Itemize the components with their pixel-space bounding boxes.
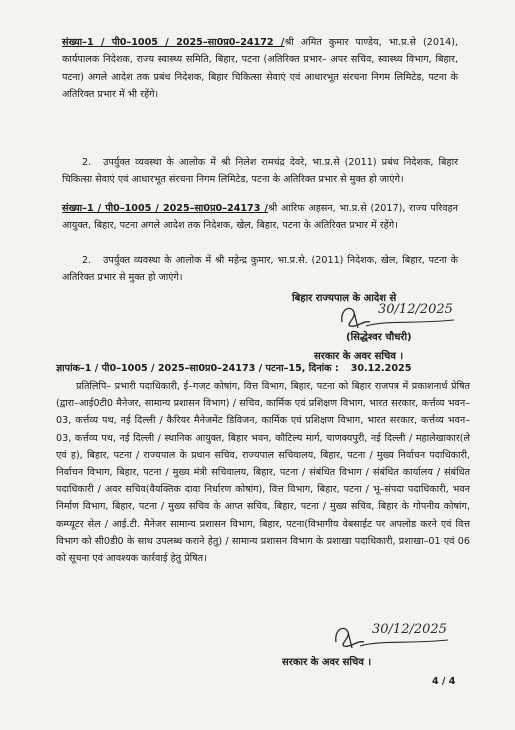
order-2-reference: संख्या–1 / पी0–1005 / 2025–सा0प्र0–24173 / (62, 203, 268, 214)
order-2-text: श्री आरिफ अहसन, भा.प्र.से (2017), राज्य परिवहन आयुक्त, बिहार, पटना अगले आदेश तक निदेशक, खेल, बिहार, पटना के अतिरिक्त प्रभार में रहेंगे। (62, 203, 459, 232)
signature-2-date: 30/12/2025 (372, 622, 447, 637)
order-1-para-2-text: उपर्युक्त व्यवस्था के आलोक में श्री निलेश रामचंद्र देवरे, भा.प्र.से (2011) प्रबंध निदेशक, बिहार चिकित्सा सेवाएं एवं आधारभूत संरचना निगम लिमिटेड, पटना के अतिरिक्त प्रभार से मुक्त हो जाएंगे। (62, 157, 458, 186)
order-2-paragraph-1 (62, 200, 458, 235)
order-1-reference: संख्या–1 / पी0–1005 / 2025–सा0प्र0–24172 / (62, 37, 285, 48)
order-1-paragraph-1 (62, 34, 458, 104)
order-1-para-2-number: 2. (82, 157, 92, 168)
order-2-para-2-number: 2. (82, 255, 92, 266)
signature-1-date: 30/12/2025 (378, 302, 453, 317)
memo-date: 30.12.2025 (350, 363, 412, 374)
order-2-para-2-text: उपर्युक्त व्यवस्था के आलोक में श्री महेन्द्र कुमार, भा.प्र.से. (2011) निदेशक, खेल, बिहार, पटना के अतिरिक्त प्रभार से मुक्त हो जाएंगे। (62, 255, 458, 284)
order-1-paragraph-2 (62, 154, 458, 189)
signatory-title-2: सरकार के अवर सचिव । (282, 657, 372, 668)
governor-order-line: बिहार राज्यपाल के आदेश से (292, 293, 397, 304)
signatory-title: सरकार के अवर सचिव । (314, 351, 404, 362)
memo-body (56, 378, 470, 567)
signatory-name: (सिद्धेश्वर चौधरी) (346, 332, 412, 343)
order-1-text: श्री अमित कुमार पाण्डेय, भा.प्र.से (2014), कार्यपालक निदेशक, राज्य स्वास्थ्य समिति, बिहार, पटना (अतिरिक्त प्रभार– अपर सचिव, स्वास्थ्य विभाग, बिहार, पटना) अगले आदेश तक प्रबंध निदेशक, बिहार चिकित्सा सेवाएं एवं आधारभूत संरचना निगम लिमिटेड, पटना के अतिरिक्त प्रभार में भी रहेंगे। (62, 37, 458, 101)
memo-reference-line (56, 360, 470, 377)
memo-body-text: प्रतिलिपि– प्रभारी पदाधिकारी, ई–गजट कोषांग, वित्त विभाग, बिहार, पटना को बिहार राजपत्र में प्रकाशनार्थ प्रेषित (द्वारा–आई0टी0 मैनेजर, सामान्य प्रशासन विभाग) / सचिव, कार्मिक एवं प्रशिक्षण विभाग, भारत सरकार, कर्त्तव्य भवन–03, कर्त्तव्य पथ, नई दिल्ली / कैरियर मैनेजमेंट डिविजन, कार्मिक एवं प्रशिक्षण विभाग, भारत सरकार, कर्त्तव्य भवन–03, कर्त्तव्य पथ, नई दिल्ली / स्थानिक आयुक्त, बिहार भवन, कौटिल्य मार्ग, चाणक्यपुरी, नई दिल्ली / महालेखाकार(ले एवं ह), बिहार, पटना / राज्यपाल के प्रधान सचिव, राज्यपाल सचिवालय, बिहार, पटना / मुख्य निर्वाचन पदाधिकारी, निर्वाचन विभाग, बिहार, पटना / मुख्य मंत्री सचिवालय, बिहार, पटना / संबंधित विभाग / संबंधित कार्यालय / संबंधित पदाधिकारी / अवर सचिव(वैयक्तिक दावा निर्धारण कोषांग), वित्त विभाग, बिहार, पटना / भू–संपदा पदाधिकारी, भवन निर्माण विभाग, बिहार, पटना / मुख्य सचिव के आप्त सचिव, बिहार, पटना / मुख्य सचिव, बिहार के गोपनीय कोषांग, कम्प्यूटर सेल / आई.टी. मैनेजर सामान्य प्रशासन विभाग, बिहार, पटना(विभागीय वेबसाईट पर अपलोड करने एवं वित्त विभाग को सी0डी0 के साथ उपलब्ध कराने हेतु) / सामान्य प्रशासन विभाग के प्रशाखा पदाधिकारी, प्रशाखा–01 एवं 06 को सूचना एवं आवश्यक कार्रवाई हेतु प्रेषित। (56, 381, 470, 565)
page-number: 4 / 4 (432, 676, 456, 687)
order-2-paragraph-2 (62, 252, 458, 287)
memo-reference: ज्ञापांक–1 / पी0–1005 / 2025–सा0प्र0–24173 / पटना–15, दिनांक : (56, 363, 339, 374)
